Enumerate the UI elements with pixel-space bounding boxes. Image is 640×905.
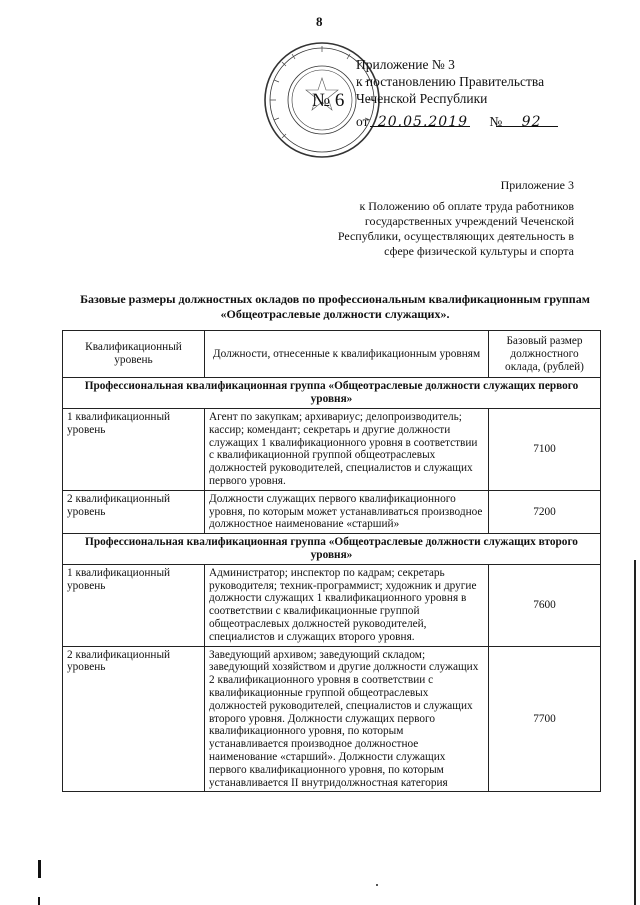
salary-table [62,330,601,792]
handwritten-number: 92 [521,114,542,130]
cell-positions: Заведующий архивом; заведующий складом; заведующий хозяйством и другие должности служащих 2 квалификационного уровня в соответствии с квалификационные группой общеотраслевых должностей руководителей, специалистов и служащих второго уровня. Должности служащих первого квалификационного уровня, по которым устанавливается производное должностное наименование «старший». Должности служащих первого квалификационного уровня, по которым устанавливается II внутридолжностная категория [205,646,489,792]
table-header-row [63,331,601,378]
date-underline [370,126,470,127]
appendix-header-title: Приложение № 3 [356,57,455,72]
document-title: Базовые размеры должностных окладов по профессиональным квалификационным группам «Общеотраслевые должности служащих». [80,292,590,321]
handwritten-date: 20.05.2019 [377,114,469,130]
header-positions: Должности, отнесенные к квалификационным уровням [205,331,489,378]
stamp-number: № 6 [312,90,345,111]
cell-level: 1 квалификационный уровень [63,564,205,646]
table-row [63,564,601,646]
header-salary: Базовый размер должностного оклада, (рублей) [489,331,601,378]
group1-title: Профессиональная квалификационная группа «Общеотраслевые должности служащих первого уровня» [63,378,601,409]
number-underline [496,126,558,127]
cell-salary: 7100 [489,408,601,490]
date-prefix: от [356,114,369,129]
cell-level: 2 квалификационный уровень [63,490,205,533]
page-number: 8 [316,14,323,29]
regulation-appendix-text: к Положению об оплате труда работников государственных учреждений Чеченской Республики, осуществляющих деятельность в сфере физической культуры и спорта [337,199,574,258]
appendix-header-line2: Чеченской Республики [356,91,488,106]
number-prefix: № [489,114,503,129]
appendix-header-date-line [356,113,544,131]
cell-positions: Администратор; инспектор по кадрам; секретарь руководителя; техник-программист; художник и другие должности служащих 1 квалификационного уровня в соответствии с квалификационные группой общеотраслевых должностей руководителей, специалистов и служащих второго уровня. [205,564,489,646]
page-edge-line [634,560,636,905]
cell-salary: 7200 [489,490,601,533]
cell-positions: Должности служащих первого квалификационного уровня, по которым может устанавливаться производное должностное наименование «старший» [205,490,489,533]
scan-artifact [376,884,378,886]
cell-positions: Агент по закупкам; архивариус; делопроизводитель; кассир; комендант; секретарь и другие должности служащих 1 квалификационного уровня в соответствии с квалификационной группой общеотраслевых должностей руководителей, специалистов и служащих первого уровня. [205,408,489,490]
group2-title: Профессиональная квалификационная группа «Общеотраслевые должности служащих второго уровня» [63,534,601,565]
table-row [63,490,601,533]
regulation-appendix [314,178,574,259]
table-row [63,646,601,792]
cell-level: 1 квалификационный уровень [63,408,205,490]
scan-artifact [38,897,40,905]
regulation-appendix-title: Приложение 3 [500,178,574,192]
group-row [63,534,601,565]
appendix-header-line1: к постановлению Правительства [356,74,545,89]
scan-artifact [38,860,41,878]
group-row [63,378,601,409]
cell-salary: 7700 [489,646,601,792]
cell-level: 2 квалификационный уровень [63,646,205,792]
appendix-header [356,56,544,131]
table-row [63,408,601,490]
header-level: Квалификационный уровень [63,331,205,378]
cell-salary: 7600 [489,564,601,646]
